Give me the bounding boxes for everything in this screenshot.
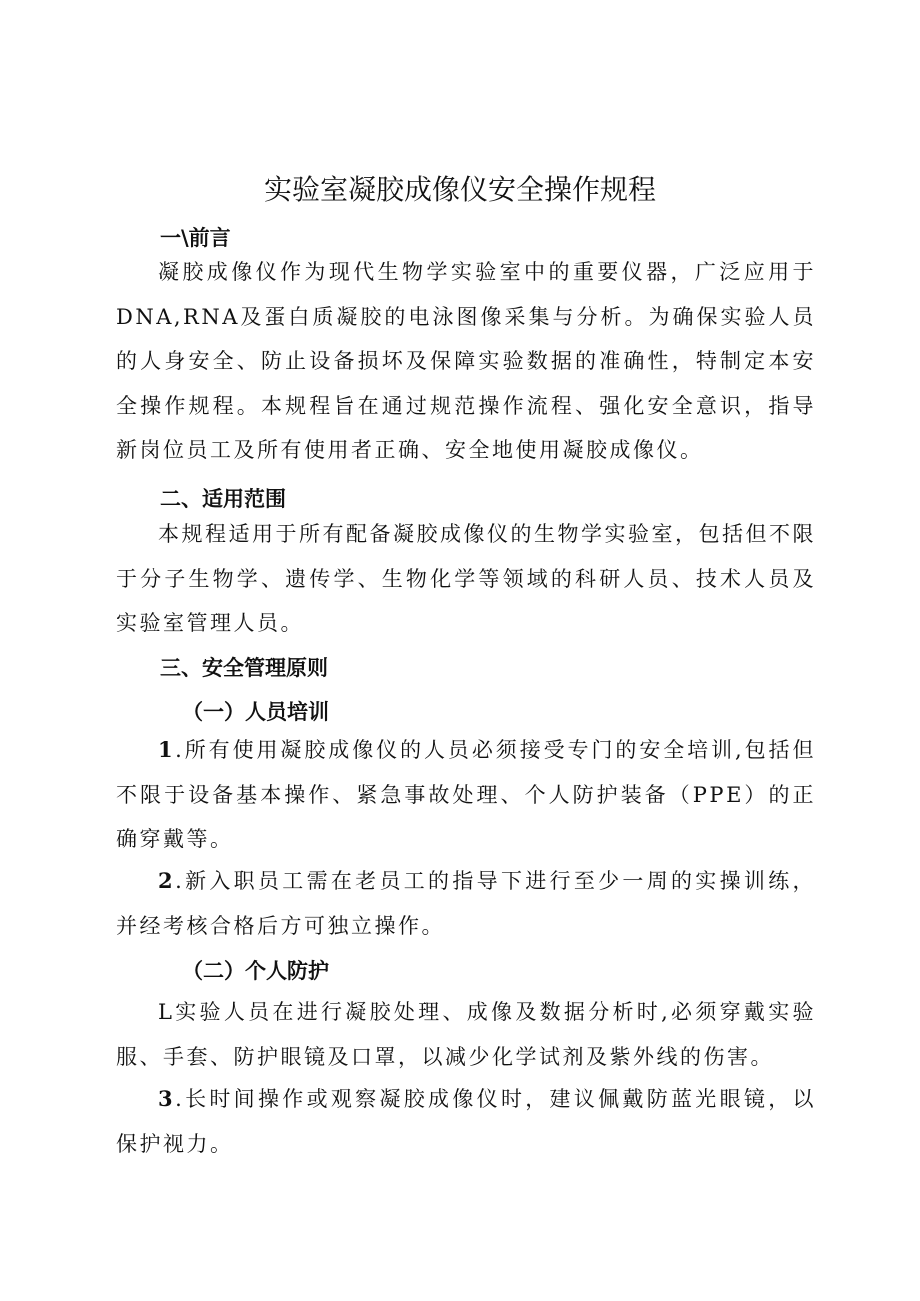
document-title: 实验室凝胶成像仪安全操作规程 xyxy=(263,173,656,206)
item-number: L xyxy=(158,1000,175,1024)
item-number: 3 xyxy=(158,1086,176,1111)
section-heading-scope: 二、适用范围 xyxy=(160,487,286,511)
item-text: .长时间操作或观察凝胶成像仪时，建议佩戴防蓝光眼镜，以保护视力。 xyxy=(116,1087,816,1156)
item-text: .新入职员工需在老员工的指导下进行至少一周的实操训练，并经考核合格后方可独立操作。 xyxy=(116,869,816,938)
item-text: 实验人员在进行凝胶处理、成像及数据分析时,必须穿戴实验服、手套、防护眼镜及口罩，以减少化学试剂及紫外线的伤害。 xyxy=(116,1000,816,1069)
subsection-heading-training: （一）人员培训 xyxy=(182,700,329,724)
protection-item-1 xyxy=(116,990,816,1079)
section-heading-principles: 三、安全管理原则 xyxy=(160,656,328,680)
item-text: .所有使用凝胶成像仪的人员必须接受专门的安全培训,包括但不限于设备基本操作、紧急事故处理、个人防护装备（PPE）的正确穿戴等。 xyxy=(116,738,816,851)
training-item-1 xyxy=(116,728,816,862)
subsection-heading-protection: （二）个人防护 xyxy=(182,959,329,983)
training-item-2 xyxy=(116,859,816,948)
section-heading-preface: 一\前言 xyxy=(160,226,231,250)
protection-item-3 xyxy=(116,1077,816,1166)
item-number: 1 xyxy=(158,737,176,762)
preface-paragraph: 凝胶成像仪作为现代生物学实验室中的重要仪器，广泛应用于DNA,RNA及蛋白质凝胶的电泳图像采集与分析。为确保实验人员的人身安全、防止设备损坏及保障实验数据的准确性，特制定本安全操作规程。本规程旨在通过规范操作流程、强化安全意识，指导新岗位员工及所有使用者正确、安全地使用凝胶成像仪。 xyxy=(116,260,816,462)
scope-paragraph: 本规程适用于所有配备凝胶成像仪的生物学实验室，包括但不限于分子生物学、遗传学、生物化学等领域的科研人员、技术人员及实验室管理人员。 xyxy=(116,522,816,635)
item-number: 2 xyxy=(158,868,176,893)
